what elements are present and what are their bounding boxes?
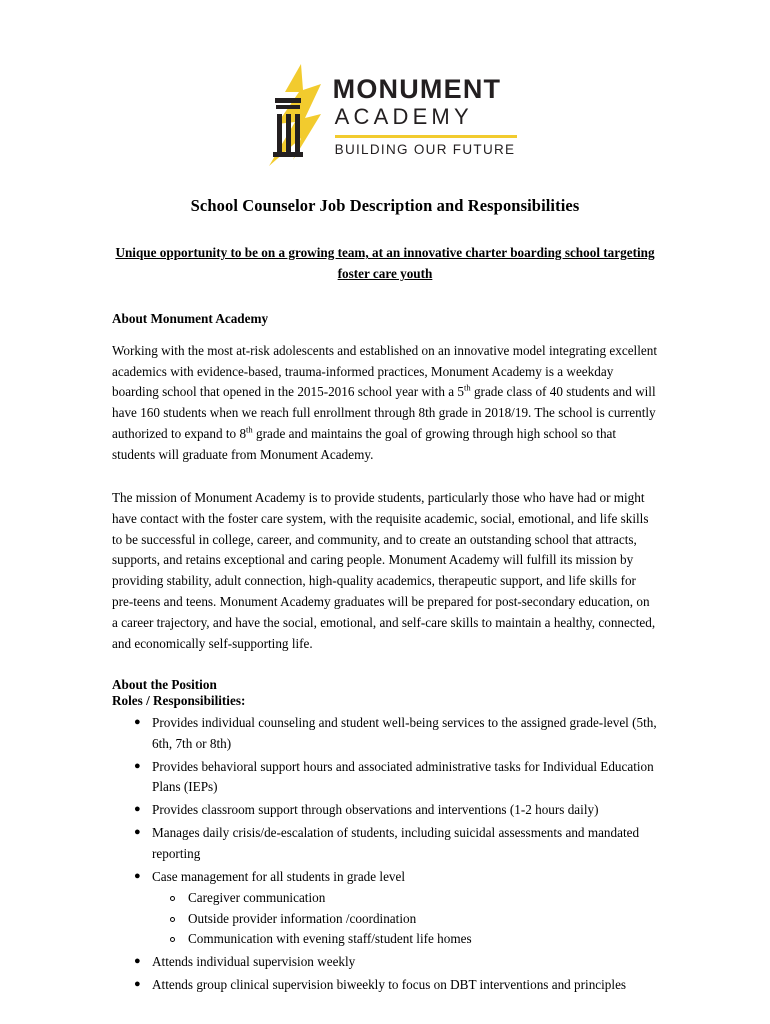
list-item-label: Provides classroom support through observations and interventions (1-2 hours daily) — [152, 802, 599, 818]
sub-list-item — [152, 909, 658, 930]
list-item — [112, 867, 658, 950]
page-title: School Counselor Job Description and Responsibilities — [190, 196, 580, 215]
list-item-label: Case management for all students in grade level — [152, 868, 406, 884]
section-heading-position: About the Position — [112, 676, 217, 692]
bullet-icon: ● — [134, 826, 141, 839]
hollow-bullet-icon — [170, 937, 175, 942]
sub-list-item — [152, 929, 658, 950]
sub-list-item-label: Communication with evening staff/student life homes — [188, 931, 472, 947]
section-heading-roles: Roles / Responsibilities: — [112, 692, 246, 708]
sub-list-item — [152, 888, 658, 909]
monument-academy-logo — [112, 62, 658, 170]
document-subtitle: Unique opportunity to be on a growing team, at an innovative charter boarding school targeting foster care youth — [115, 245, 655, 282]
bullet-icon: ● — [134, 955, 141, 968]
bullet-icon: ● — [134, 803, 141, 816]
sub-list-item-label: Caregiver communication — [188, 889, 326, 905]
responsibilities-list — [112, 713, 658, 996]
bullet-icon: ● — [134, 978, 141, 991]
logo-word-monument: MONUMENT — [332, 73, 502, 104]
list-item — [112, 952, 658, 973]
about-paragraph-2: The mission of Monument Academy is to provide students, particularly those who have had or might have contact with the foster care system, with the requisite academic, social, emotional, and life skills to be successful in college, career, and community, and to create an outstanding school that attracts, supports, and retains exceptional and caring people. Monument Academy will fulfill its mission by providing stability, adult connection, high-quality academics, therapeutic support, and life skills for pre-teens and teens. Monument Academy graduates will be prepared for post-secondary education, on a career trajectory, and have the social, emotional, and self-care skills to maintain a healthy, connected, and economically self-supporting life. — [112, 489, 656, 651]
list-item-label: Attends group clinical supervision biweekly to focus on DBT interventions and principles — [152, 977, 627, 993]
list-item-label: Attends individual supervision weekly — [152, 954, 356, 970]
section-heading-about: About Monument Academy — [112, 310, 269, 326]
list-item-label: Provides behavioral support hours and associated administrative tasks for Individual Education Plans (IEPs) — [152, 758, 654, 795]
list-item — [112, 757, 658, 799]
list-item-label: Provides individual counseling and student well-being services to the assigned grade-level (5th, 6th, 7th or 8th) — [152, 714, 657, 751]
list-item — [112, 823, 658, 865]
list-item — [112, 713, 658, 755]
bullet-icon: ● — [134, 869, 141, 882]
monument-pillar-icon — [255, 62, 329, 170]
list-item-label: Manages daily crisis/de-escalation of students, including suicidal assessments and mandated reporting — [152, 825, 640, 861]
hollow-bullet-icon — [170, 896, 175, 901]
sub-list-item-label: Outside provider information /coordination — [188, 910, 417, 926]
bullet-icon: ● — [134, 715, 141, 728]
logo-divider — [335, 135, 518, 138]
bullet-icon: ● — [134, 759, 141, 772]
hollow-bullet-icon — [170, 917, 175, 922]
logo-tagline: BUILDING OUR FUTURE — [334, 141, 516, 157]
logo-wordmark — [333, 75, 516, 158]
logo-word-academy: ACADEMY — [334, 104, 473, 129]
list-item — [112, 800, 658, 821]
list-item — [112, 975, 658, 996]
about-paragraph-1: Working with the most at-risk adolescents and established on an innovative model integrating excellent academics with evidence-based, trauma-informed practices, Monument Academy is a weekday boarding school that opened in the 2015-2016 school year with a 5th grade class of 40 students and will have 160 students when we reach full enrollment through 8th grade in 2018/19. The school is currently authorized to expand to 8th grade and maintains the goal of growing through high school so that students will graduate from Monument Academy. — [112, 342, 657, 463]
sub-responsibilities-list — [152, 888, 658, 951]
